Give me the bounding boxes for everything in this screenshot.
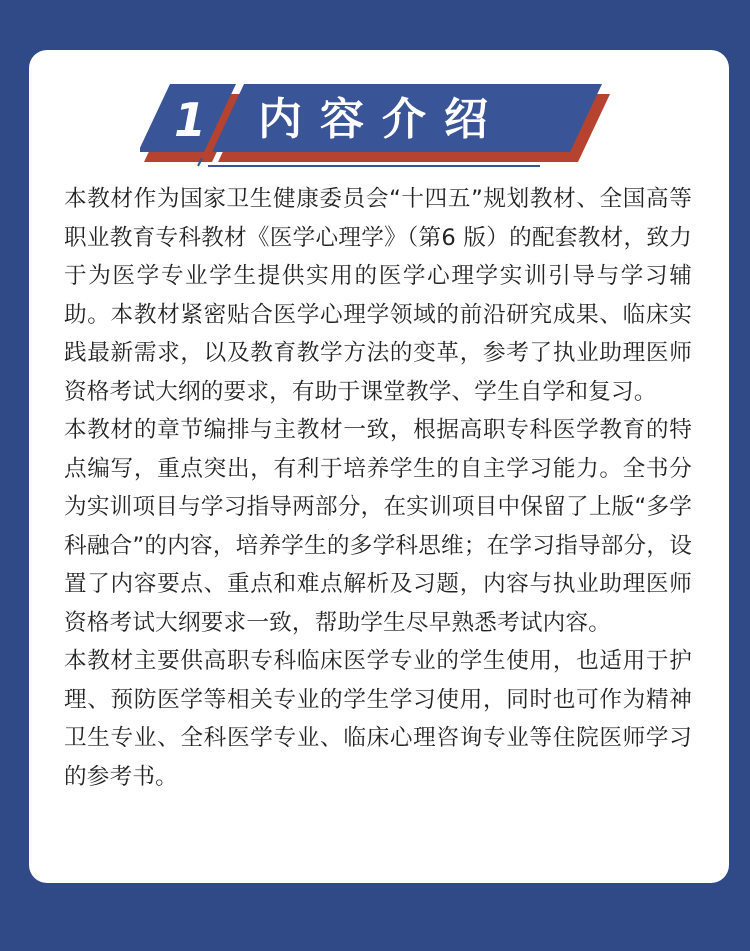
paragraph: 本教材作为国家卫生健康委员会“十四五”规划教材、全国高等职业教育专科教材《医学心理学》（第6 版）的配套教材，致力于为医学专业学生提供实用的医学心理学实训引导与学习辅助。本教材紧密贴合医学心理学领域的前沿研究成果、临床实践最新需求，以及教育教学方法的变革，参考了执业助理医师资格考试大纲的要求，有助于课堂教学、学生自学和复习。	[64, 186, 692, 405]
section-number: 1	[173, 93, 206, 147]
paragraph: 本教材主要供高职专科临床医学专业的学生使用，也适用于护理、预防医学等相关专业的学生学习使用，同时也可作为精神卫生专业、全科医学专业、临床心理咨询专业等住院医师学习的参考书。	[64, 648, 692, 790]
paragraph: 本教材的章节编排与主教材一致，根据高职专科医学教育的特点编写，重点突出，有利于培养学生的自主学习能力。全书分为实训项目与学习指导两部分，在实训项目中保留了上版“多学科融合”的内容，培养学生的多学科思维；在学习指导部分，设置了内容要点、重点和难点解析及习题，内容与执业助理医师资格考试大纲要求一致，帮助学生尽早熟悉考试内容。	[64, 417, 692, 636]
section-title: 内容介绍	[258, 94, 506, 145]
section-banner	[140, 80, 620, 170]
body-text	[64, 180, 692, 796]
